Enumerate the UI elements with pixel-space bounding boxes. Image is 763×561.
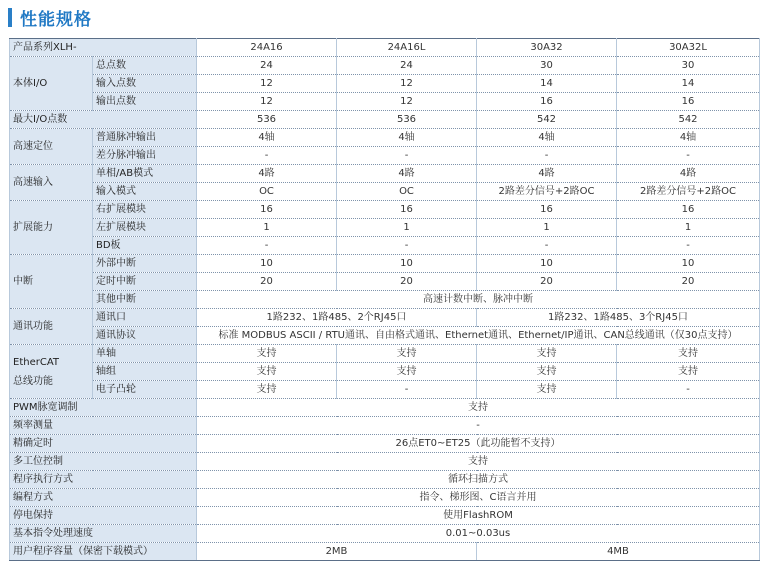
cell: 542 [617,111,760,129]
cell: 20 [477,273,617,291]
row-label: 通讯口 [93,309,197,327]
cell: 16 [477,93,617,111]
row-label: 程序执行方式 [10,471,197,489]
cell: 1 [617,219,760,237]
table-row [10,327,760,345]
group-label: 高速定位 [10,129,93,165]
table-row [10,93,760,111]
cell: - [197,417,760,435]
series-label: 产品系列XLH- [10,39,197,57]
cell: 4路 [197,165,337,183]
cell: 1 [337,219,477,237]
model-header: 24A16 [197,39,337,57]
row-label: BD板 [93,237,197,255]
cell: - [337,381,477,399]
cell: 4路 [617,165,760,183]
row-label: 精确定时 [10,435,197,453]
section-title [8,4,92,30]
cell: 542 [477,111,617,129]
row-label: 基本指令处理速度 [10,525,197,543]
spec-table [9,38,760,561]
cell: 标准 MODBUS ASCII / RTU通讯、自由格式通讯、Ethernet通讯、Ethernet/IP通讯、CAN总线通讯（仅30点支持） [197,327,760,345]
row-label: 输入模式 [93,183,197,201]
row-label: 总点数 [93,57,197,75]
cell: 支持 [617,345,760,363]
cell: - [197,147,337,165]
cell: - [617,147,760,165]
cell: 10 [197,255,337,273]
cell: 支持 [477,381,617,399]
cell: 支持 [197,453,760,471]
row-label: 轴组 [93,363,197,381]
table-row [10,147,760,165]
row-label: 多工位控制 [10,453,197,471]
cell: OC [337,183,477,201]
cell: 4轴 [337,129,477,147]
cell: - [337,237,477,255]
cell: - [617,237,760,255]
cell: 1路232、1路485、3个RJ45口 [477,309,760,327]
group-label: 本体I/O [10,57,93,111]
table-row [10,291,760,309]
cell: 0.01~0.03us [197,525,760,543]
cell: 1路232、1路485、2个RJ45口 [197,309,477,327]
cell: 12 [197,93,337,111]
table-row [10,75,760,93]
row-label: 编程方式 [10,489,197,507]
cell: 16 [337,201,477,219]
title-accent-bar [8,8,12,27]
cell: 高速计数中断、脉冲中断 [197,291,760,309]
cell: 16 [477,201,617,219]
cell: 2MB [197,543,477,561]
row-label: 右扩展模块 [93,201,197,219]
cell: 536 [197,111,337,129]
cell: 4轴 [197,129,337,147]
table-row [10,345,760,363]
table-row [10,525,760,543]
cell: - [477,147,617,165]
cell: 4路 [477,165,617,183]
cell: 12 [337,93,477,111]
group-label: 扩展能力 [10,201,93,255]
group-label: 通讯功能 [10,309,93,345]
cell: - [337,147,477,165]
row-label: 最大I/O点数 [10,111,197,129]
cell: 支持 [617,363,760,381]
table-row [10,273,760,291]
cell: 24 [337,57,477,75]
cell: 1 [197,219,337,237]
cell: 支持 [477,345,617,363]
cell: 10 [477,255,617,273]
page-title: 性能规格 [20,9,92,30]
table-row [10,237,760,255]
row-label: 单轴 [93,345,197,363]
row-label: 通讯协议 [93,327,197,345]
cell: 4MB [477,543,760,561]
table-row [10,111,760,129]
cell: 支持 [197,363,337,381]
row-label: 电子凸轮 [93,381,197,399]
row-label: 定时中断 [93,273,197,291]
cell: 支持 [477,363,617,381]
table-row [10,453,760,471]
row-label: 普通脉冲输出 [93,129,197,147]
cell: 2路差分信号+2路OC [617,183,760,201]
table-row [10,165,760,183]
group-label: 中断 [10,255,93,309]
cell: 10 [617,255,760,273]
table-row [10,417,760,435]
table-row [10,489,760,507]
row-label: 停电保持 [10,507,197,525]
table-row [10,309,760,327]
table-row [10,255,760,273]
table-header-row [10,39,760,57]
table-row [10,219,760,237]
row-label: 输出点数 [93,93,197,111]
cell: - [617,381,760,399]
cell: 1 [477,219,617,237]
model-header: 24A16L [337,39,477,57]
group-label-line: 总线功能 [13,375,53,387]
cell: 16 [617,93,760,111]
model-header: 30A32 [477,39,617,57]
row-label: 外部中断 [93,255,197,273]
cell: 循环扫描方式 [197,471,760,489]
cell: 支持 [197,381,337,399]
cell: 支持 [197,345,337,363]
table-row [10,183,760,201]
cell: 支持 [337,363,477,381]
cell: 30 [617,57,760,75]
row-label: 其他中断 [93,291,197,309]
cell: 536 [337,111,477,129]
cell: 4轴 [477,129,617,147]
cell: 20 [337,273,477,291]
cell: 4路 [337,165,477,183]
cell: 24 [197,57,337,75]
cell: 16 [617,201,760,219]
table-row [10,543,760,561]
row-label: 差分脉冲输出 [93,147,197,165]
row-label: 单相/AB模式 [93,165,197,183]
cell: 16 [197,201,337,219]
cell: OC [197,183,337,201]
cell: 26点ET0~ET25（此功能暂不支持） [197,435,760,453]
cell: 20 [197,273,337,291]
row-label: 左扩展模块 [93,219,197,237]
table-row [10,507,760,525]
table-row [10,381,760,399]
row-label: 用户程序容量（保密下载模式） [10,543,197,561]
cell: 2路差分信号+2路OC [477,183,617,201]
row-label: 频率测量 [10,417,197,435]
cell: 指令、梯形图、C语言并用 [197,489,760,507]
cell: 30 [477,57,617,75]
cell: 14 [477,75,617,93]
cell: 10 [337,255,477,273]
cell: 支持 [197,399,760,417]
table-row [10,57,760,75]
cell: 12 [337,75,477,93]
table-row [10,435,760,453]
group-label-line: EtherCAT [13,356,59,368]
table-row [10,201,760,219]
table-row [10,363,760,381]
cell: - [197,237,337,255]
cell: 12 [197,75,337,93]
table-row [10,129,760,147]
cell: - [477,237,617,255]
table-row [10,399,760,417]
row-label: 输入点数 [93,75,197,93]
cell: 14 [617,75,760,93]
cell: 4轴 [617,129,760,147]
table-row [10,471,760,489]
group-label [10,345,93,399]
model-header: 30A32L [617,39,760,57]
group-label: 高速输入 [10,165,93,201]
cell: 20 [617,273,760,291]
cell: 使用FlashROM [197,507,760,525]
row-label: PWM脉宽调制 [10,399,197,417]
cell: 支持 [337,345,477,363]
